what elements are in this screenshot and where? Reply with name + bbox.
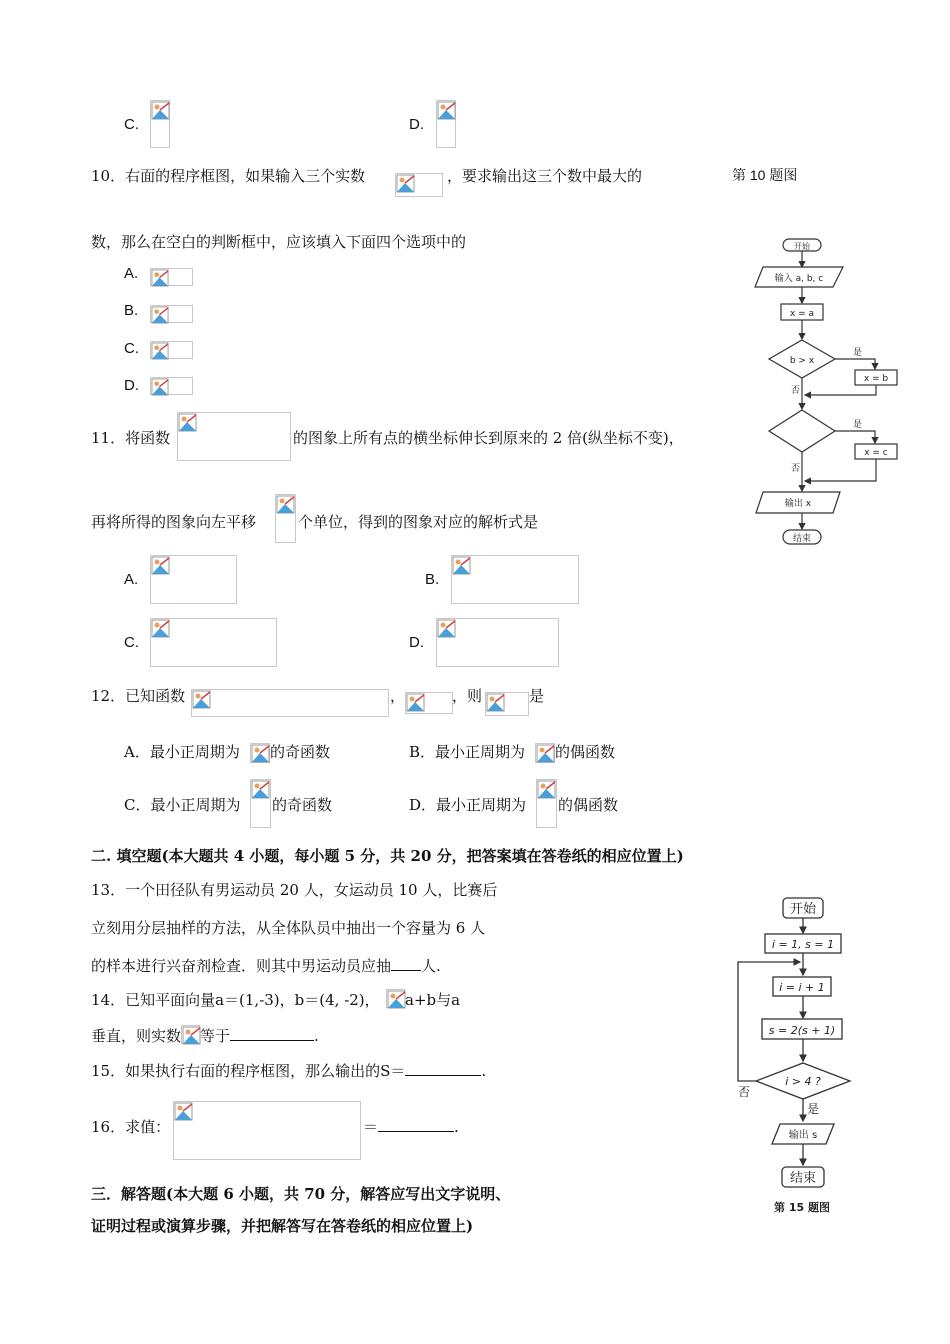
q12-option-d-text-b: 的偶函数 [558, 796, 619, 814]
q13-line1: 13．一个田径队有男运动员 20 人，女运动员 10 人，比赛后 [91, 881, 498, 899]
broken-image-icon [151, 342, 169, 360]
q11-option-d-label: D. [409, 634, 424, 651]
broken-image-icon [174, 1102, 193, 1121]
q16-text-a: 16．求值： [91, 1118, 171, 1136]
q12-option-a-text-b: 的奇函数 [270, 743, 331, 761]
broken-image-icon [151, 101, 170, 120]
flow10-yes2: 是 [853, 420, 863, 430]
q10-option-b-label: B. [124, 302, 139, 319]
q10-option-b-formula-image [150, 305, 193, 323]
q12-is: 是 [529, 687, 545, 705]
flow10-start-text: 开始 [794, 242, 810, 251]
q11-text-a: 11．将函数 [91, 429, 171, 447]
q11-option-a-label: A. [124, 571, 139, 588]
section-3-heading-line2: 证明过程或演算步骤，并把解答写在答卷纸的相应位置上) [91, 1217, 474, 1235]
section-2-heading: 二. 填空题(本大题共 4 小题，每小题 5 分，共 20 分，把答案填在答卷纸的相应位置上) [91, 847, 684, 865]
broken-image-icon [396, 174, 415, 193]
q14-text-a: 14．已知平面向量a＝(1,-3)，b＝(4, -2)， [91, 991, 380, 1009]
flow10-assign-c-text: x = c [864, 448, 888, 458]
q11-option-c-formula-image [150, 618, 277, 667]
q14-lambda2-formula-image [181, 1025, 200, 1044]
flow10-no1: 否 [791, 386, 801, 396]
broken-image-icon [192, 690, 211, 709]
broken-image-icon [151, 269, 169, 287]
q12-option-d-formula-image [536, 779, 557, 828]
flow10-assign-b-text: x = b [863, 374, 889, 384]
q11-option-a-formula-image [150, 555, 237, 604]
q11-option-d-formula-image [436, 618, 559, 667]
broken-image-icon [452, 556, 471, 575]
flow15-output-text: 输出 s [788, 1130, 818, 1141]
q10-option-a-label: A. [124, 265, 139, 282]
flow10-yes1: 是 [853, 348, 863, 358]
flow10-cond1-text: b > x [789, 356, 815, 366]
broken-image-icon [151, 556, 170, 575]
q9-option-d-label: D. [409, 116, 424, 133]
q11-function-formula-image [177, 412, 291, 461]
broken-image-icon [251, 780, 270, 799]
broken-image-icon [437, 619, 456, 638]
q12-then: ，则 [452, 687, 483, 705]
q10-text-line2: 数，那么在空白的判断框中，应该填入下面四个选项中的 [91, 233, 467, 251]
q10-option-c-label: C. [124, 340, 139, 357]
q10-option-a-formula-image [150, 268, 193, 286]
broken-image-icon [276, 495, 295, 514]
flow15-start-text: 开始 [789, 902, 817, 917]
q10-text-b: ，要求输出这三个数中最大的 [447, 167, 643, 185]
q12-option-b-formula-image [535, 743, 555, 763]
broken-image-icon [406, 693, 425, 712]
broken-image-icon [178, 413, 197, 432]
flow15-update-text: s = 2(s + 1) [768, 1024, 836, 1037]
q12-option-b-text-b: 的偶函数 [555, 743, 616, 761]
flow15-yes: 是 [807, 1102, 820, 1116]
flow10-output-text: 输出 x [784, 499, 812, 509]
broken-image-icon [537, 780, 556, 799]
broken-image-icon [486, 693, 505, 712]
q10-option-d-formula-image [150, 377, 193, 395]
flow10-cond2-blank-node [769, 410, 835, 452]
q11-text-b: 的图象上所有点的横坐标伸长到原来的 2 倍(纵坐标不变)， [293, 429, 684, 447]
q12-text-a: 12．已知函数 [91, 687, 186, 705]
flow15-no: 否 [738, 1085, 751, 1099]
q13-line2: 立刻用分层抽样的方法，从全体队员中抽出一个容量为 6 人 [91, 919, 486, 937]
q11-option-c-label: C. [124, 634, 139, 651]
q12-option-d-text-a: D．最小正周期为 [409, 796, 527, 814]
section-3-heading-line1: 三．解答题(本大题 6 小题，共 70 分，解答应写出文字说明、 [91, 1185, 511, 1203]
q15-flowchart [728, 893, 868, 1218]
q9-option-c-label: C. [124, 116, 139, 133]
flow15-inc-text: i = i + 1 [779, 981, 825, 994]
q11-text-d: 个单位，得到的图象对应的解析式是 [298, 513, 539, 531]
q11-shift-formula-image [275, 494, 296, 543]
q16-answer-blank [378, 1131, 454, 1132]
flow15-cond-text: i > 4 ? [785, 1075, 821, 1088]
flow10-input-text: 输入 a, b, c [774, 274, 824, 284]
q14-answer-blank [230, 1040, 314, 1041]
broken-image-icon [151, 378, 169, 396]
q16-answer: ＝ . [363, 1118, 459, 1136]
q10-option-c-formula-image [150, 341, 193, 359]
q11-option-b-label: B. [425, 571, 440, 588]
q11-option-b-formula-image [451, 555, 579, 604]
q14-text-b: a+b与a [405, 991, 461, 1009]
q12-domain-formula-image [405, 692, 453, 714]
q12-option-c-formula-image [250, 779, 271, 828]
broken-image-icon [151, 306, 169, 324]
q13-answer-blank [391, 970, 421, 971]
flow10-end-text: 结束 [792, 534, 812, 544]
q10-figure-label: 第 10 题图 [732, 167, 798, 183]
q10-option-d-label: D. [124, 377, 139, 394]
q9-option-c-formula-image [150, 100, 170, 148]
q10-abc-formula-image [395, 173, 443, 197]
q16-expression-formula-image [173, 1101, 361, 1160]
q14-line2: 垂直，则实数 等于 . [91, 1027, 319, 1045]
q15-text: 15．如果执行右面的程序框图，那么输出的S＝ . [91, 1062, 487, 1080]
broken-image-icon [536, 744, 555, 763]
flow15-end-text: 结束 [789, 1171, 817, 1186]
broken-image-icon [251, 744, 270, 763]
q12-option-b-text-a: B．最小正周期为 [409, 743, 526, 761]
q10-flowchart [745, 235, 905, 550]
flow15-init-text: i = 1, s = 1 [771, 938, 835, 951]
q12-option-c-text-b: 的奇函数 [272, 796, 333, 814]
broken-image-icon [182, 1026, 201, 1045]
flow10-no2: 否 [791, 464, 801, 474]
q13-line3: 的样本进行兴奋剂检查．则其中男运动员应抽 人. [91, 957, 441, 975]
q10-text-a: 10．右面的程序框图，如果输入三个实数 [91, 167, 366, 185]
flow15-caption: 第 15 题图 [774, 1201, 830, 1214]
flow10-assign-a-text: x = a [789, 309, 815, 319]
q12-comma: ， [390, 687, 406, 705]
q9-option-d-formula-image [436, 100, 456, 148]
broken-image-icon [387, 990, 406, 1009]
q14-lambda-formula-image [386, 989, 405, 1008]
q11-text-c: 再将所得的图象向左平移 [91, 513, 257, 531]
q12-option-a-text-a: A．最小正周期为 [124, 743, 240, 761]
q12-option-a-formula-image [250, 743, 270, 763]
q12-option-c-text-a: C．最小正周期为 [124, 796, 241, 814]
q12-function-formula-image [191, 689, 389, 717]
q15-answer-blank [405, 1075, 481, 1076]
q12-fx-formula-image [485, 692, 529, 716]
broken-image-icon [437, 101, 456, 120]
broken-image-icon [151, 619, 170, 638]
